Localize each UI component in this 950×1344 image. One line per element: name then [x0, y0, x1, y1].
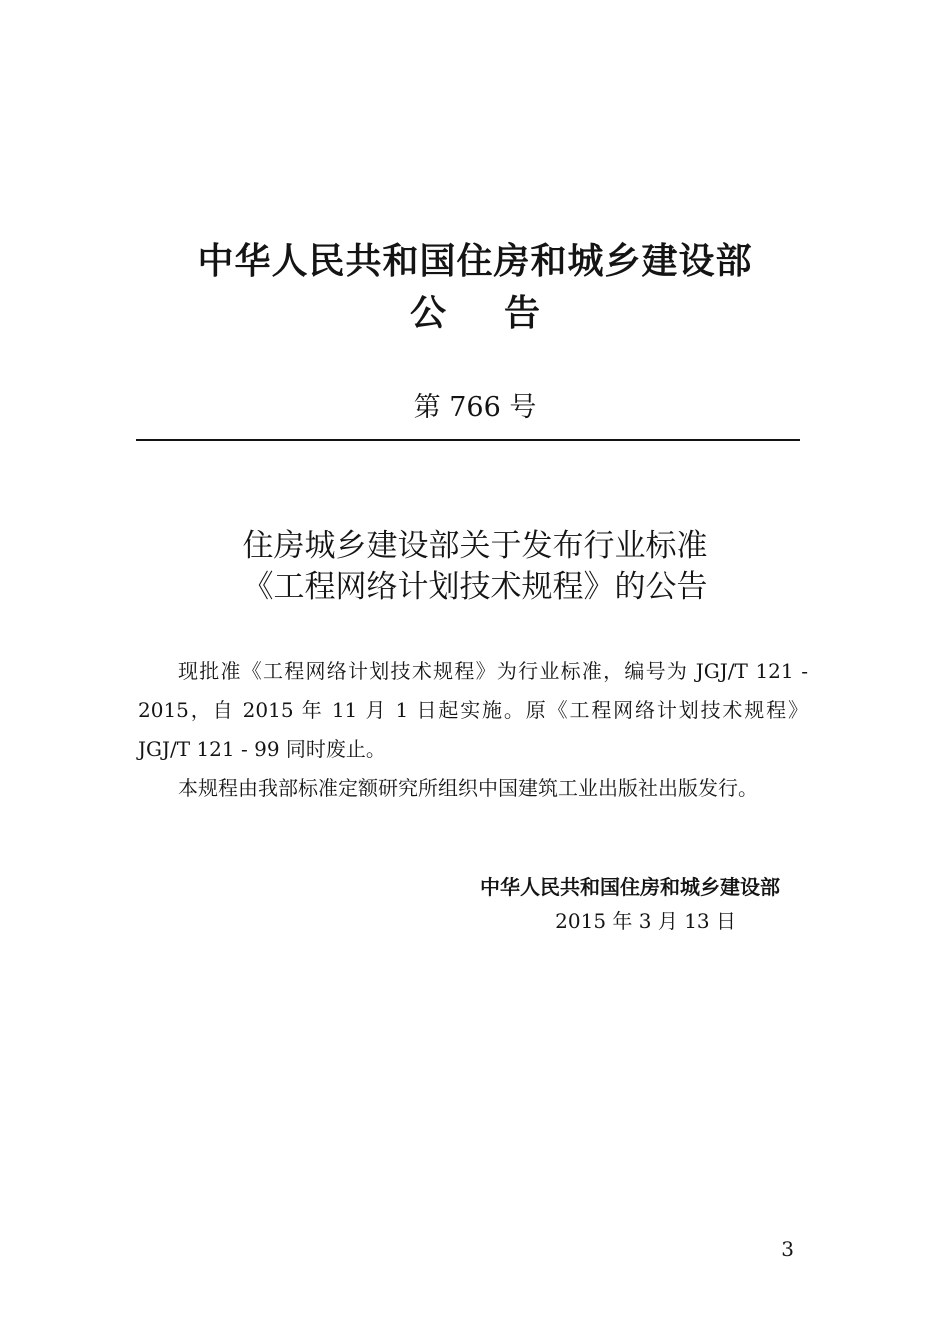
issue-date: 2015 年 3 月 13 日	[555, 909, 736, 933]
page-number: 3	[781, 1237, 794, 1261]
body-paragraph-2: 本规程由我部标准定额研究所组织中国建筑工业出版社出版发行。	[178, 776, 758, 800]
announcement-label: 公告	[409, 293, 598, 334]
notice-title-line-1: 住房城乡建设部关于发布行业标准	[242, 528, 708, 564]
body-paragraph-1: 现批准《工程网络计划技术规程》为行业标准，编号为 JGJ/T 121 - 2015，自 2015 年 11 月 1 日起实施。原《工程网络计划技术规程》JGJ/T 121 - 99 同时废止。	[138, 659, 808, 761]
ministry-title: 中华人民共和国住房和城乡建设部	[197, 241, 753, 282]
notice-body	[138, 652, 808, 808]
title-divider	[136, 439, 800, 441]
issue-number: 第 766 号	[413, 392, 537, 423]
issuer-signature: 中华人民共和国住房和城乡建设部	[480, 875, 780, 899]
notice-title-line-2: 《工程网络计划技术规程》的公告	[242, 569, 708, 605]
